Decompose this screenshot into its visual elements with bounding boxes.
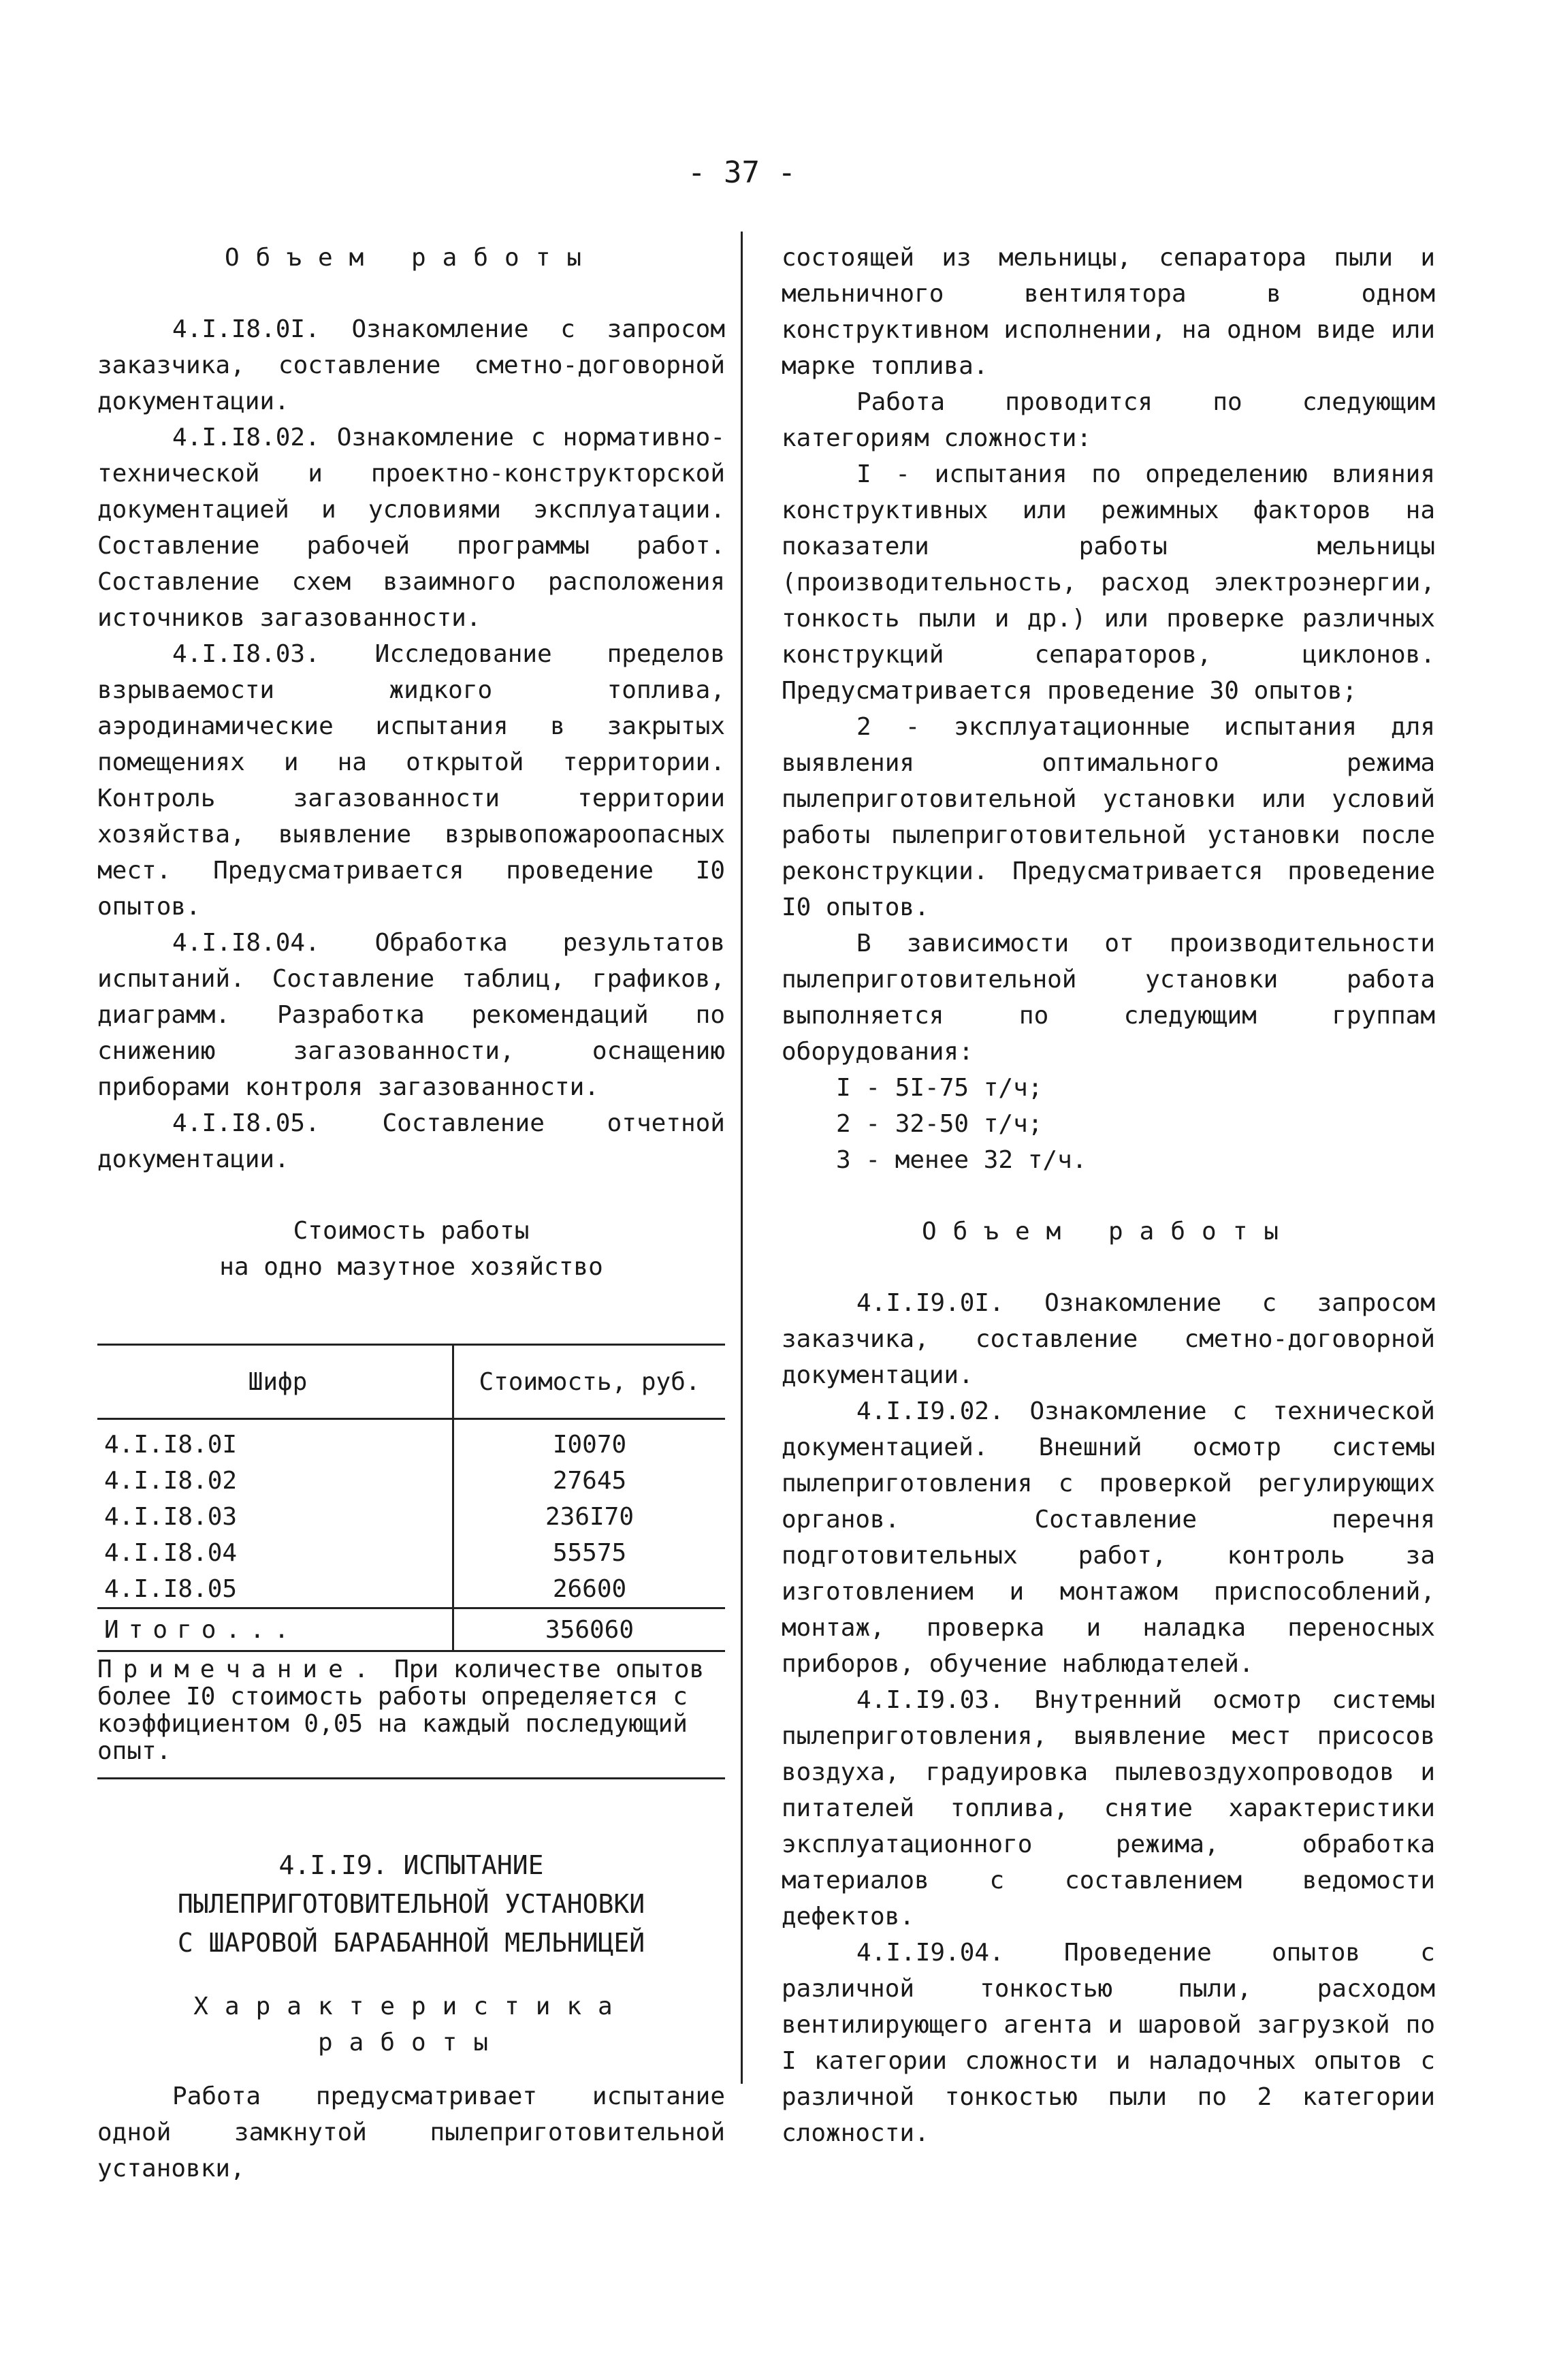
continuation-text: состоящей из мельницы, сепаратора пыли и мельничного вентилятора в одном конструктивном исполнении, на одном виде или марке топлива. — [782, 244, 1435, 380]
page-number: - 37 - — [688, 155, 796, 190]
table-total-row — [97, 1608, 725, 1651]
group-item: 2 - 32-50 т/ч; — [836, 1110, 1043, 1138]
group-item: I - 5I-75 т/ч; — [836, 1074, 1043, 1102]
item-4-1-18-01: 4.I.I8.0I. Ознакомление с запросом заказчика, составление сметно-договорной документации. — [97, 315, 725, 415]
cost-table — [97, 1344, 725, 1652]
item-4-1-18-05: 4.I.I8.05. Составление отчетной документации. — [97, 1109, 725, 1173]
table-row: 4.I.I8.04 55575 — [97, 1535, 725, 1571]
category-1: I - испытания по определению влияния конструктивных или режимных факторов на показатели работы мельницы (производительность, расход электроэнергии, тонкость пыли и др.) или проверке различных конструкций сепараторов, циклонов. Предусматривается проведение 30 опытов; — [782, 460, 1435, 705]
total-label: Итого... — [97, 1608, 453, 1651]
header-cost: Стоимость, руб. — [453, 1345, 726, 1419]
characteristics-heading: Характеристика — [193, 1993, 629, 2020]
item-4-1-19-03: 4.I.I9.03. Внутренний осмотр системы пылеприготовления, выявление мест присосов воздуха, градуировка пылевоздухопроводов и питателей топлива, снятие характеристики эксплуатационного режима, обработка материалов с составлением ведомости дефектов. — [782, 1686, 1435, 1931]
table-row: 4.I.I8.03 236I70 — [97, 1499, 725, 1535]
table-row: 4.I.I8.0I I0070 — [97, 1427, 725, 1463]
characteristics-subheading: работы — [317, 2029, 505, 2057]
category-2: 2 - эксплуатационные испытания для выявления оптимального режима пылеприготовительной установки или условий работы пылеприготовительной установки после реконструкции. Предусматривается проведение I0 опытов. — [782, 713, 1435, 921]
table-row: 4.I.I8.05 26600 — [97, 1571, 725, 1608]
cost-title: Стоимость работы — [293, 1217, 530, 1245]
note-label: Примечание. — [97, 1655, 380, 1683]
note-text: При количестве опытов более I0 стоимость работы определяется с коэффициентом 0,05 на каждый последующий опыт. — [97, 1655, 705, 1765]
table-row: 4.I.I8.02 27645 — [97, 1463, 725, 1499]
right-column — [782, 240, 1435, 2151]
total-value: 356060 — [453, 1608, 726, 1651]
table-note — [97, 1656, 725, 1779]
item-4-1-19-04: 4.I.I9.04. Проведение опытов с различной тонкостью пыли, расходом вентилирующего агента и шаровой загрузкой по I категории сложности и наладочных опытов с различной тонкостью пыли по 2 категории сложности. — [782, 1939, 1435, 2147]
left-column — [97, 240, 725, 2187]
scope-heading: Объем работы — [224, 244, 598, 272]
item-4-1-19-01: 4.I.I9.0I. Ознакомление с запросом заказчика, составление сметно-договорной документации. — [782, 1289, 1435, 1389]
categories-intro: Работа проводится по следующим категориям сложности: — [782, 388, 1435, 452]
item-4-1-19-02: 4.I.I9.02. Ознакомление с технической документацией. Внешний осмотр системы пылеприготовления с проверкой регулирующих органов. Составление перечня подготовительных работ, контроль за изготовлением и монтажом приспособлений, монтаж, проверка и наладка переносных приборов, обучение наблюдателей. — [782, 1397, 1435, 1678]
cost-subtitle: на одно мазутное хозяйство — [219, 1253, 603, 1281]
group-item: 3 - менее 32 т/ч. — [836, 1146, 1087, 1174]
intro-text: Работа предусматривает испытание одной замкнутой пылеприготовительной установки, — [97, 2082, 725, 2183]
groups-intro: В зависимости от производительности пылеприготовительной установки работа выполняется по следующим группам оборудования: — [782, 930, 1435, 1066]
section-title: 4.I.I9. ИСПЫТАНИЕ ПЫЛЕПРИГОТОВИТЕЛЬНОЙ УСТАНОВКИ С ШАРОВОЙ БАРАБАННОЙ МЕЛЬНИЦЕЙ — [177, 1850, 645, 1958]
table-header-row — [97, 1345, 725, 1419]
item-4-1-18-03: 4.I.I8.03. Исследование пределов взрываемости жидкого топлива, аэродинамические испытания в закрытых помещениях и на открытой территории. Контроль загазованности территории хозяйства, выявление взрывопожароопасных мест. Предусматривается проведение I0 опытов. — [97, 640, 725, 921]
column-divider — [741, 232, 743, 2084]
scope-heading-right: Объем работы — [921, 1218, 1296, 1245]
header-code: Шифр — [97, 1345, 453, 1419]
item-4-1-18-02: 4.I.I8.02. Ознакомление с нормативно-технической и проектно-конструкторской документацией и условиями эксплуатации. Составление рабочей программы работ. Составление схем взаимного расположения источников загазованности. — [97, 424, 725, 632]
item-4-1-18-04: 4.I.I8.04. Обработка результатов испытаний. Составление таблиц, графиков, диаграмм. Разработка рекомендаций по снижению загазованности, оснащению приборами контроля загазованности. — [97, 929, 725, 1101]
